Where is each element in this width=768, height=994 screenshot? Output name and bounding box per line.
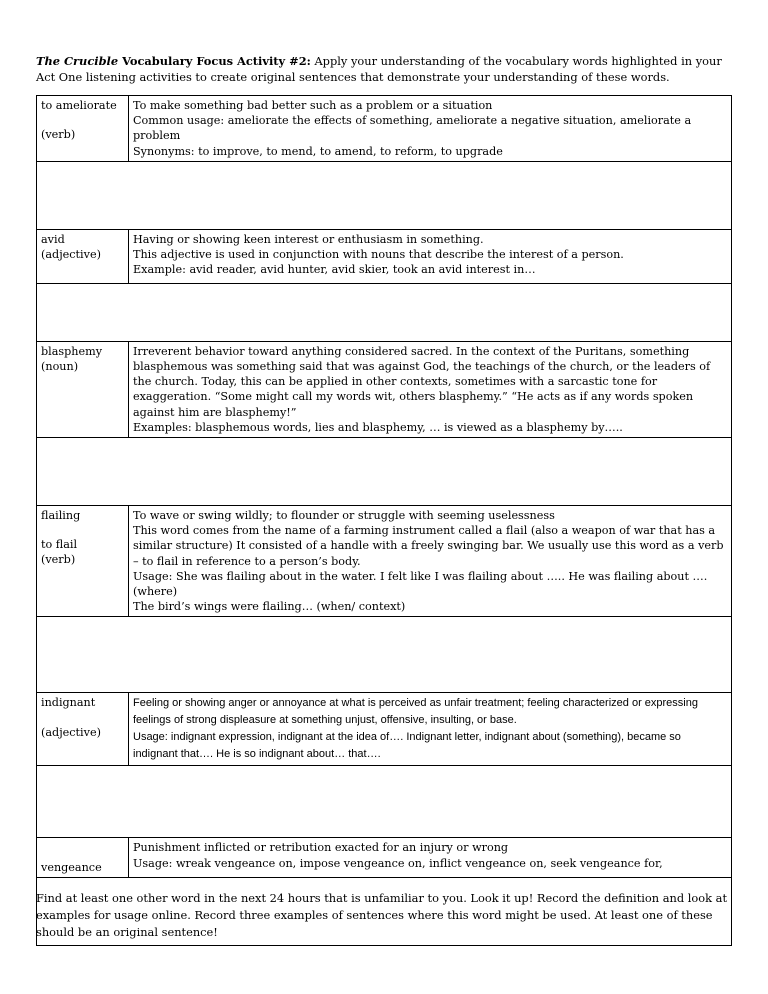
definition-line: This adjective is used in conjunction with nouns that describe the interest of a person. <box>133 248 624 262</box>
title-book: The Crucible <box>36 54 119 68</box>
term-pos: (verb) <box>41 553 76 567</box>
definition-cell <box>129 341 732 437</box>
term-cell <box>37 506 129 617</box>
definition-cell <box>129 506 732 617</box>
footer-instructions: Find at least one other word in the next 24 hours that is unfamiliar to you. Look it up! Record the definition and look at examples for usage online. Record three examples of sentences where this word might be used. At least one of these should be an original sentence! <box>36 891 728 939</box>
entry-row <box>37 693 732 766</box>
definition-line: The bird’s wings were flailing… (when/ context) <box>133 600 406 614</box>
entry-row <box>37 229 732 283</box>
sentence-row[interactable] <box>37 283 732 341</box>
sentence-row[interactable] <box>37 438 732 506</box>
sentence-space[interactable] <box>37 766 732 838</box>
vocabulary-table <box>36 95 732 946</box>
term-pos: (noun) <box>41 360 79 374</box>
definition-line: Usage: indignant expression, indignant at the idea of…. Indignant letter, indignant about (something), became so indignant that…. He is so indignant about… that…. <box>133 731 681 761</box>
definition-line: Usage: wreak vengeance on, impose vengeance on, inflict vengeance on, seek vengeance for, <box>133 856 663 870</box>
term-cell <box>37 693 129 766</box>
term-cell <box>37 341 129 437</box>
definition-cell <box>129 838 732 878</box>
term-word: flailing <box>41 509 81 523</box>
term-pos: (verb) <box>41 128 76 142</box>
definition-line: Examples: blasphemous words, lies and blasphemy, … is viewed as a blasphemy by….. <box>133 420 623 434</box>
title-activity: Vocabulary Focus Activity #2: <box>118 54 311 68</box>
definition-line: Punishment inflicted or retribution exacted for an injury or wrong <box>133 841 509 855</box>
definition-line: Example: avid reader, avid hunter, avid skier, took an avid interest in… <box>133 263 536 277</box>
term-word: to ameliorate <box>41 99 117 112</box>
definition-line: Irreverent behavior toward anything considered sacred. In the context of the Puritans, something blasphemous was something said that was against God, the teachings of the church, or the leaders of the church. Today, this can be applied in other contexts, sometimes with a sarcastic tone for exaggeration. “Some might call my words wit, others blasphemy.” “He acts as if any words spoken against him are blasphemy!” <box>133 344 711 419</box>
definition-cell <box>129 693 732 766</box>
sentence-space[interactable] <box>37 617 732 693</box>
term-cell <box>37 229 129 283</box>
definition-cell <box>129 96 732 162</box>
term-word: indignant <box>41 696 96 710</box>
entry-row <box>37 96 732 162</box>
instructions <box>36 53 736 85</box>
term-cell <box>37 96 129 162</box>
sentence-space[interactable] <box>37 438 732 506</box>
entry-row <box>37 838 732 878</box>
definition-line: To make something bad better such as a problem or a situation <box>133 99 493 112</box>
definition-line: Having or showing keen interest or enthusiasm in something. <box>133 232 484 246</box>
entry-row <box>37 506 732 617</box>
definition-line: Synonyms: to improve, to mend, to amend, to reform, to upgrade <box>133 144 503 158</box>
term-word: avid <box>41 232 65 246</box>
term-word-alt: to flail <box>41 538 78 552</box>
sentence-row[interactable] <box>37 766 732 838</box>
sentence-space[interactable] <box>37 283 732 341</box>
term-pos: (adjective) <box>41 248 101 262</box>
instructions-text: Apply your understanding of the vocabulary words highlighted in your Act One listening activities to create original sentences that demonstrate your understanding of these words. <box>36 54 722 84</box>
sentence-row[interactable] <box>37 617 732 693</box>
definition-line: Common usage: ameliorate the effects of something, ameliorate a negative situation, ameliorate a problem <box>133 114 692 143</box>
term-word: blasphemy <box>41 344 103 358</box>
entry-row <box>37 341 732 437</box>
sentence-space[interactable] <box>37 161 732 229</box>
sentence-row[interactable] <box>37 161 732 229</box>
definition-line: Feeling or showing anger or annoyance at what is perceived as unfair treatment; feeling characterized or expressing feelings of strong displeasure at something unjust, offensive, insulting, or base. <box>133 697 698 727</box>
term-cell <box>37 838 129 878</box>
definition-line: Usage: She was flailing about in the water. I felt like I was flailing about ….. He was flailing about …. (where) <box>133 569 708 599</box>
term-word: vengeance <box>41 861 102 875</box>
term-pos: (adjective) <box>41 725 101 739</box>
definition-cell <box>129 229 732 283</box>
definition-line: To wave or swing wildly; to flounder or struggle with seeming uselessness <box>133 509 555 523</box>
definition-line: This word comes from the name of a farming instrument called a flail (also a weapon of war that has a similar structure) It consisted of a handle with a freely swinging bar. We usually use this word as a verb – to flail in reference to a person’s body. <box>133 524 724 568</box>
